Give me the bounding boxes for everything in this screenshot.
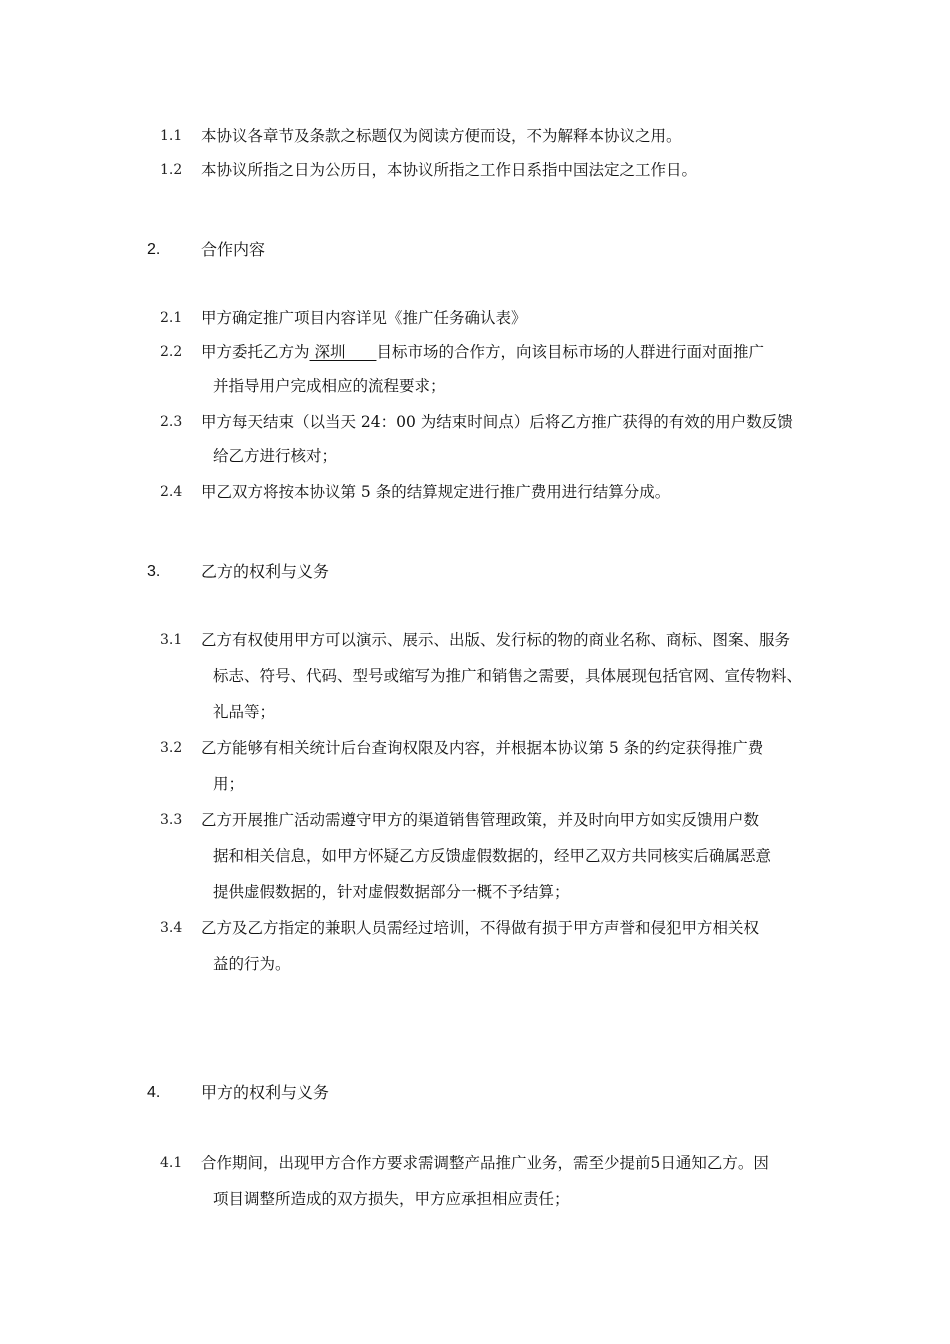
clause-text-post: 目标市场的合作方，向该目标市场的人群进行面对面推广 xyxy=(376,343,764,361)
clause-text-continuation: 给乙方进行核对； xyxy=(213,447,338,465)
clause-number: 3.4 xyxy=(160,920,183,936)
clause-text-continuation: 用； xyxy=(213,775,245,793)
clause-text-continuation: 礼品等； xyxy=(213,703,276,721)
clause-number: 4.1 xyxy=(160,1155,183,1171)
clause-number: 3.2 xyxy=(160,740,183,756)
clause-text xyxy=(201,342,764,362)
clause-text-continuation: 标志、符号、代码、型号或缩写为推广和销售之需要，具体展现包括官网、宣传物料、 xyxy=(213,667,803,685)
clause-text: 甲方确定推广项目内容详见《推广任务确认表》 xyxy=(201,309,527,327)
clause-text: 乙方及乙方指定的兼职人员需经过培训，不得做有损于甲方声誉和侵犯甲方相关权 xyxy=(201,919,760,937)
section-title: 乙方的权利与义务 xyxy=(201,562,330,581)
clause-text: 甲乙双方将按本协议第 5 条的结算规定进行推广费用进行结算分成。 xyxy=(201,483,671,501)
clause-text: 甲方每天结束（以当天 24：00 为结束时间点）后将乙方推广获得的有效的用户数反馈 xyxy=(201,413,793,431)
section-number: 2. xyxy=(147,241,161,258)
section-number: 3. xyxy=(147,563,161,580)
clause-text: 本协议各章节及条款之标题仅为阅读方便而设，不为解释本协议之用。 xyxy=(201,127,682,145)
market-blank-field: 深圳 xyxy=(309,343,377,361)
clause-number: 2.2 xyxy=(160,344,183,360)
section-number: 4. xyxy=(147,1084,161,1101)
clause-number: 2.1 xyxy=(160,310,183,326)
clause-text-continuation: 据和相关信息，如甲方怀疑乙方反馈虚假数据的，经甲乙双方共同核实后确属恶意 xyxy=(213,847,772,865)
clause-number: 1.2 xyxy=(160,162,183,178)
clause-text-pre: 甲方委托乙方为 xyxy=(201,343,310,361)
clause-text-continuation: 提供虚假数据的，针对虚假数据部分一概不予结算； xyxy=(213,883,570,901)
clause-number: 3.1 xyxy=(160,632,183,648)
clause-text: 乙方有权使用甲方可以演示、展示、出版、发行标的物的商业名称、商标、图案、服务 xyxy=(201,631,791,649)
clause-text-continuation: 项目调整所造成的双方损失，甲方应承担相应责任； xyxy=(213,1190,570,1208)
section-title: 合作内容 xyxy=(201,240,266,259)
clause-number: 2.3 xyxy=(160,414,183,430)
clause-text: 乙方能够有相关统计后台查询权限及内容，并根据本协议第 5 条的约定获得推广费 xyxy=(201,739,764,757)
clause-text-continuation: 并指导用户完成相应的流程要求； xyxy=(213,377,446,395)
clause-number: 3.3 xyxy=(160,812,183,828)
clause-text: 本协议所指之日为公历日，本协议所指之工作日系指中国法定之工作日。 xyxy=(201,161,698,179)
clause-number: 2.4 xyxy=(160,484,183,500)
clause-text-continuation: 益的行为。 xyxy=(213,955,291,973)
clause-text: 乙方开展推广活动需遵守甲方的渠道销售管理政策，并及时向甲方如实反馈用户数 xyxy=(201,811,760,829)
clause-number: 1.1 xyxy=(160,128,183,144)
section-title: 甲方的权利与义务 xyxy=(201,1083,330,1102)
clause-text: 合作期间，出现甲方合作方要求需调整产品推广业务，需至少提前5日通知乙方。因 xyxy=(201,1154,769,1172)
